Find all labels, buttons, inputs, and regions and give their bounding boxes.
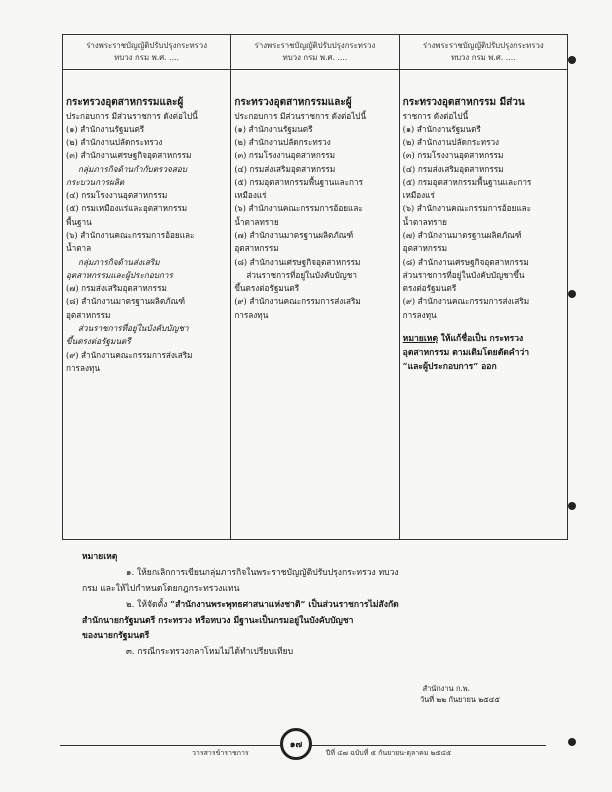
list-item: (๘) สำนักงานเศรษฐกิจอุตสาหกรรม (402, 256, 529, 267)
column-3-heading: กระทรวงอุตสาหกรรม มีส่วน (402, 97, 525, 108)
list-item: (๓) สำนักงานเศรษฐกิจอุตสาหกรรม (66, 150, 192, 161)
cell-spacer (234, 70, 395, 96)
list-item: (๖) สำนักงานคณะกรรมการอ้อยและ (66, 230, 195, 241)
column-3-note-label: หมายเหตุ (402, 334, 439, 344)
header-line: ร่างพระราชบัญญัติปรับปรุงกระทรวง (254, 40, 376, 50)
column-3-cell (399, 70, 567, 540)
column-3-note-text: “และผู้ประกอบการ” ออก (402, 361, 497, 372)
list-item: (๒) สำนักงานปลัดกระทรวง (234, 137, 331, 148)
header-line: ทบวง กรม พ.ศ. .... (450, 53, 516, 62)
footnotes-title: หมายเหตุ (82, 552, 118, 562)
list-item: ประกอบการ มีส่วนราชการ ดังต่อไปนี้ (234, 110, 367, 121)
list-item: การลงทุน (66, 362, 100, 373)
list-item: (๙) สำนักงานคณะกรรมการส่งเสริม (234, 296, 361, 307)
page-number-badge (280, 728, 312, 760)
list-item: (๓) กรมโรงงานอุตสาหกรรม (402, 150, 504, 161)
list-item: (๖) สำนักงานคณะกรรมการอ้อยและ (234, 203, 363, 214)
cell-spacer (403, 70, 564, 96)
column-1-heading: กระทรวงอุตสาหกรรมและผู้ (66, 97, 184, 108)
list-item: (๔) กรมส่งเสริมอุตสาหกรรม (234, 163, 336, 174)
list-item: (๘) สำนักงานเศรษฐกิจอุตสาหกรรม (234, 256, 361, 267)
signature-office: สำนักงาน ก.พ. (422, 684, 470, 693)
list-item: กลุ่มภารกิจด้านกำกับตรวจสอบ (78, 163, 187, 174)
header-line: ร่างพระราชบัญญัติปรับปรุงกระทรวง (422, 40, 544, 50)
header-line: ร่างพระราชบัญญัติปรับปรุงกระทรวง (86, 40, 207, 50)
list-item: (๗) กรมส่งเสริมอุตสาหกรรม (66, 283, 167, 294)
list-item: การลงทุน (402, 309, 437, 320)
page-number: ๑๗ (289, 740, 303, 750)
header-cell-2 (231, 35, 399, 70)
cell-spacer (66, 70, 227, 96)
footnote-1-line: กรม และให้ไปกำหนดโดยกฎกระทรวงแทน (82, 583, 240, 594)
column-3-lines (403, 110, 564, 323)
list-item: (๒) สำนักงานปลัดกระทรวง (402, 137, 500, 148)
list-item: อุตสาหกรรม (234, 243, 279, 254)
binder-hole-lower (568, 502, 576, 510)
list-item: (๖) สำนักงานคณะกรรมการอ้อยและ (402, 203, 532, 214)
list-item: (๙) สำนักงานคณะกรรมการส่งเสริม (402, 296, 530, 307)
footnote-2-bold: “สำนักงานพระพุทธศาสนาแห่งชาติ” เป็นส่วนราชการไม่สังกัด (170, 599, 399, 610)
list-item: (๓) กรมโรงงานอุตสาหกรรม (234, 150, 336, 161)
list-item: ราชการ ดังต่อไปนี้ (402, 110, 469, 121)
page-footer (60, 726, 546, 760)
list-item: (๕) กรมอุตสาหกรรมพื้นฐานและการ (402, 176, 532, 187)
list-item: กระบวนการผลิต (66, 176, 125, 187)
column-2-lines (234, 110, 395, 323)
list-item: น้ำตาล (66, 243, 92, 254)
list-item: ขึ้นตรงต่อรัฐมนตรี (66, 336, 131, 347)
cell-spacer (403, 322, 564, 332)
list-item: ส่วนราชการที่อยู่ในบังคับบัญชา (246, 269, 357, 280)
footnote-2-line (82, 598, 532, 614)
header-line: ทบวง กรม พ.ศ. .... (282, 53, 348, 62)
column-3-note-text: อุตสาหกรรม ตามเดิมโดยตัดคำว่า (402, 347, 530, 358)
list-item: พื้นฐาน (66, 216, 92, 227)
table-body-row (63, 70, 568, 540)
column-1-lines (66, 110, 227, 376)
list-item: (๕) กรมเหมืองแร่และอุตสาหกรรม (66, 203, 188, 214)
column-3-note (403, 332, 564, 347)
binder-hole-bottom (568, 738, 576, 746)
list-item: (๑) สำนักงานรัฐมนตรี (402, 123, 481, 134)
footnote-2-line: สำนักนายกรัฐมนตรี กระทรวง หรือทบวง มีฐานะเป็นกรมอยู่ในบังคับบัญชา (82, 615, 354, 626)
list-item: อุตสาหกรรมและผู้ประกอบการ (66, 269, 173, 280)
list-item: เหมืองแร่ (402, 190, 435, 201)
signature-date: วันที่ ๒๒ กันยายน ๒๕๔๕ (420, 695, 500, 705)
list-item: อุตสาหกรรม (66, 309, 111, 320)
header-cell-1 (63, 35, 231, 70)
list-item: กลุ่มภารกิจด้านส่งเสริม (78, 256, 160, 267)
list-item: (๔) กรมส่งเสริมอุตสาหกรรม (402, 163, 504, 174)
footer-issue: ปีที่ ๔๗ ฉบับที่ ๕ กันยายน-ตุลาคม ๒๕๔๕ (326, 749, 452, 757)
list-item: ขึ้นตรงต่อรัฐมนตรี (234, 283, 300, 294)
binder-hole-middle (568, 290, 576, 298)
header-cell-3 (399, 35, 567, 70)
list-item: ส่วนราชการที่อยู่ในบังคับบัญชาขึ้น (402, 269, 525, 280)
list-item: (๕) กรมอุตสาหกรรมพื้นฐานและการ (234, 176, 363, 187)
footnotes-section (82, 550, 532, 661)
signature-block (420, 683, 500, 706)
footnote-2-lead: ๒. ให้จัดตั้ง (126, 599, 171, 610)
list-item: เหมืองแร่ (234, 190, 267, 201)
list-item: ประกอบการ มีส่วนราชการ ดังต่อไปนี้ (66, 110, 198, 121)
column-1-cell (63, 70, 231, 540)
list-item: ตรงต่อรัฐมนตรี (402, 283, 457, 294)
list-item: (๙) สำนักงานคณะกรรมการส่งเสริม (66, 349, 193, 360)
list-item: น้ำตาลทราย (402, 216, 447, 227)
list-item: การลงทุน (234, 309, 269, 320)
list-item: (๑) สำนักงานรัฐมนตรี (66, 123, 145, 134)
list-item: (๔) กรมโรงงานอุตสาหกรรม (66, 190, 168, 201)
list-item: อุตสาหกรรม (402, 243, 448, 254)
list-item: (๘) สำนักงานมาตรฐานผลิตภัณฑ์ (66, 296, 185, 307)
column-3-note-text: ให้แก้ชื่อเป็น กระทรวง (440, 334, 524, 344)
list-item: (๒) สำนักงานปลัดกระทรวง (66, 137, 163, 148)
footnote-2-line: ของนายกรัฐมนตรี (82, 631, 150, 642)
column-2-cell (231, 70, 399, 540)
list-item: ส่วนราชการที่อยู่ในบังคับบัญชา (78, 323, 189, 333)
header-line: ทบวง กรม พ.ศ. .... (114, 53, 180, 62)
list-item: (๑) สำนักงานรัฐมนตรี (234, 123, 313, 134)
binder-hole-top (568, 56, 576, 64)
list-item: น้ำตาลทราย (234, 216, 279, 227)
list-item: (๗) สำนักงานมาตรฐานผลิตภัณฑ์ (402, 230, 522, 241)
footer-journal-name: วารสารข้าราชการ (192, 749, 249, 757)
comparison-table (62, 34, 568, 540)
table-header-row (63, 35, 568, 70)
footnote-3-line: ๓. กรณีกระทรวงกลาโหมไม่ได้ทำเปรียบเทียบ (126, 647, 294, 658)
column-2-heading: กระทรวงอุตสาหกรรมและผู้ (234, 97, 352, 108)
list-item: (๗) สำนักงานมาตรฐานผลิตภัณฑ์ (234, 230, 354, 241)
footnote-1-line: ๑. ให้ยกเลิกการเขียนกลุ่มภารกิจในพระราชบัญญัติปรับปรุงกระทรวง ทบวง (126, 567, 399, 578)
